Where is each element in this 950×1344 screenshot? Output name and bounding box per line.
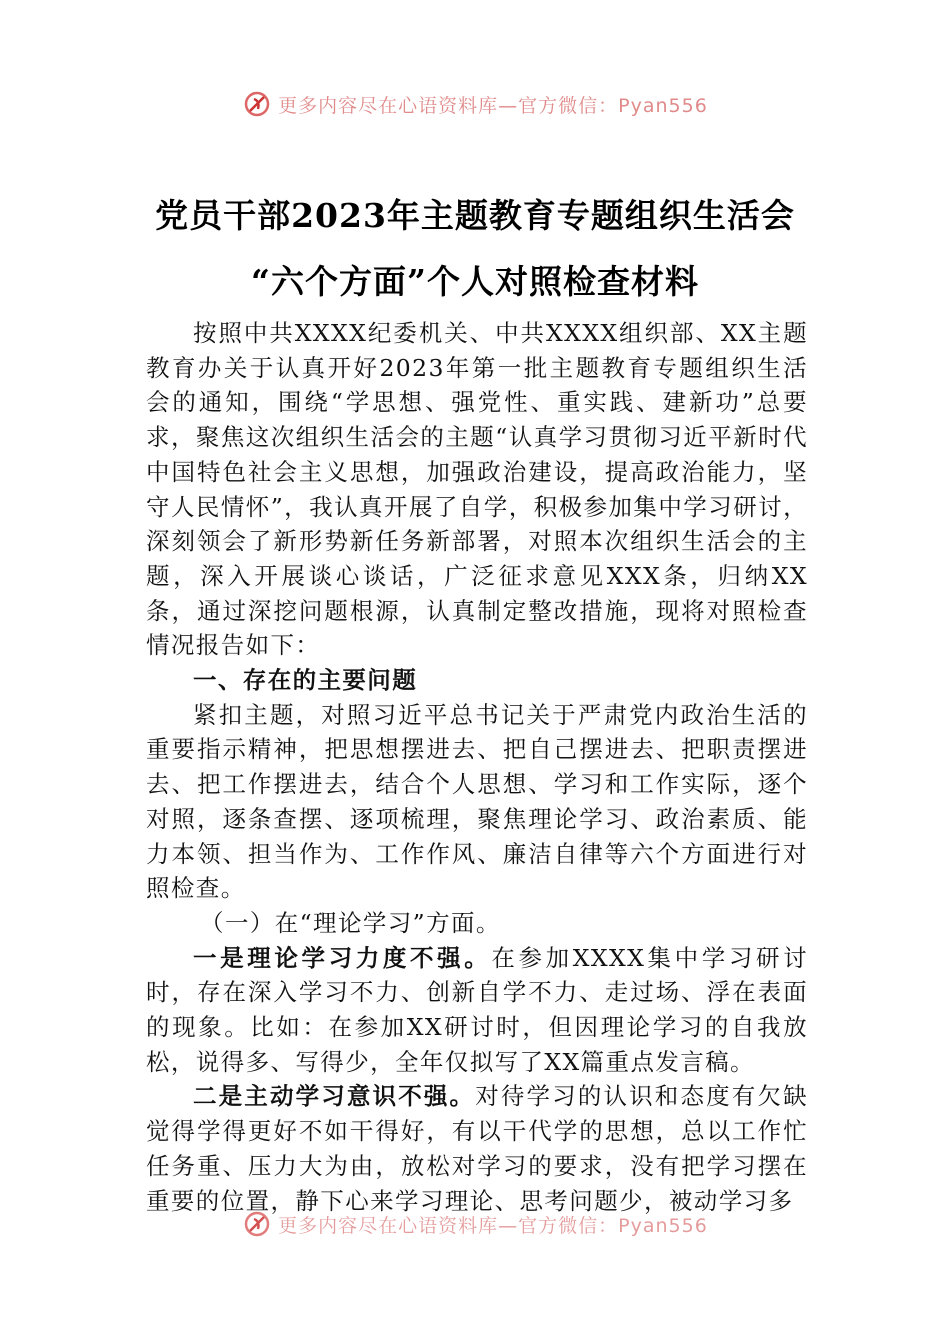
watermark-banner-top — [0, 84, 950, 124]
item2-paragraph — [146, 1079, 808, 1216]
item1-lead: 一是理论学习力度不强。 — [193, 943, 492, 972]
document-body — [146, 316, 808, 1216]
section1-heading: 一、存在的主要问题 — [193, 666, 418, 695]
watermark-logo-icon — [242, 89, 272, 119]
section1-paragraph: 紧扣主题，对照习近平总书记关于严肃党内政治生活的重要指示精神，把思想摆进去、把自己摆进去、把职责摆进去、把工作摆进去，结合个人思想、学习和工作实际，逐个对照，逐条查摆、逐项梳理，聚焦理论学习、政治素质、能力本领、担当作为、工作作风、廉洁自律等六个方面进行对照检查。 — [146, 700, 808, 903]
watermark-logo-icon — [242, 1209, 272, 1239]
intro-paragraph: 按照中共XXXX纪委机关、中共XXXX组织部、XX主题教育办关于认真开好2023年第一批主题教育专题组织生活会的通知，围绕“学思想、强党性、重实践、建新功”总要求，聚焦这次组织生活会的主题“认真学习贯彻习近平新时代中国特色社会主义思想，加强政治建设，提高政治能力，坚守人民情怀”，我认真开展了自学，积极参加集中学习研讨，深刻领会了新形势新任务新部署，对照本次组织生活会的主题，深入开展谈心谈话，广泛征求意见XXX条，归纳XX条，通过深挖问题根源，认真制定整改措施，现将对照检查情况报告如下： — [146, 319, 808, 660]
watermark-banner-bottom — [0, 1204, 950, 1244]
document-title-line1: 党员干部2023年主题教育专题组织生活会 — [155, 196, 795, 235]
item1-body: 在参加XXXX集中学习研讨时，存在深入学习不力、创新自学不力、走过场、浮在表面的现象。比如：在参加XX研讨时，但因理论学习的自我放松，说得多、写得少，全年仅拟写了XX篇重点发言稿。 — [146, 943, 808, 1076]
document-title-line2: “六个方面”个人对照检查材料 — [251, 262, 699, 301]
item2-lead: 二是主动学习意识不强。 — [193, 1082, 476, 1111]
item1-paragraph — [146, 941, 808, 1080]
item2-body: 对待学习的认识和态度有欠缺觉得学得更好不如干得好，有以干代学的思想，总以工作忙任务重、压力大为由，放松对学习的要求，没有把学习摆在重要的位置，静下心来学习理论、思考问题少，被动学习多 — [146, 1082, 808, 1215]
subsection1-heading: （一）在“理论学习”方面。 — [200, 908, 501, 937]
watermark-text: 更多内容尽在心语资料库—官方微信：Pyan556 — [278, 94, 708, 117]
watermark-text: 更多内容尽在心语资料库—官方微信：Pyan556 — [278, 1214, 708, 1237]
